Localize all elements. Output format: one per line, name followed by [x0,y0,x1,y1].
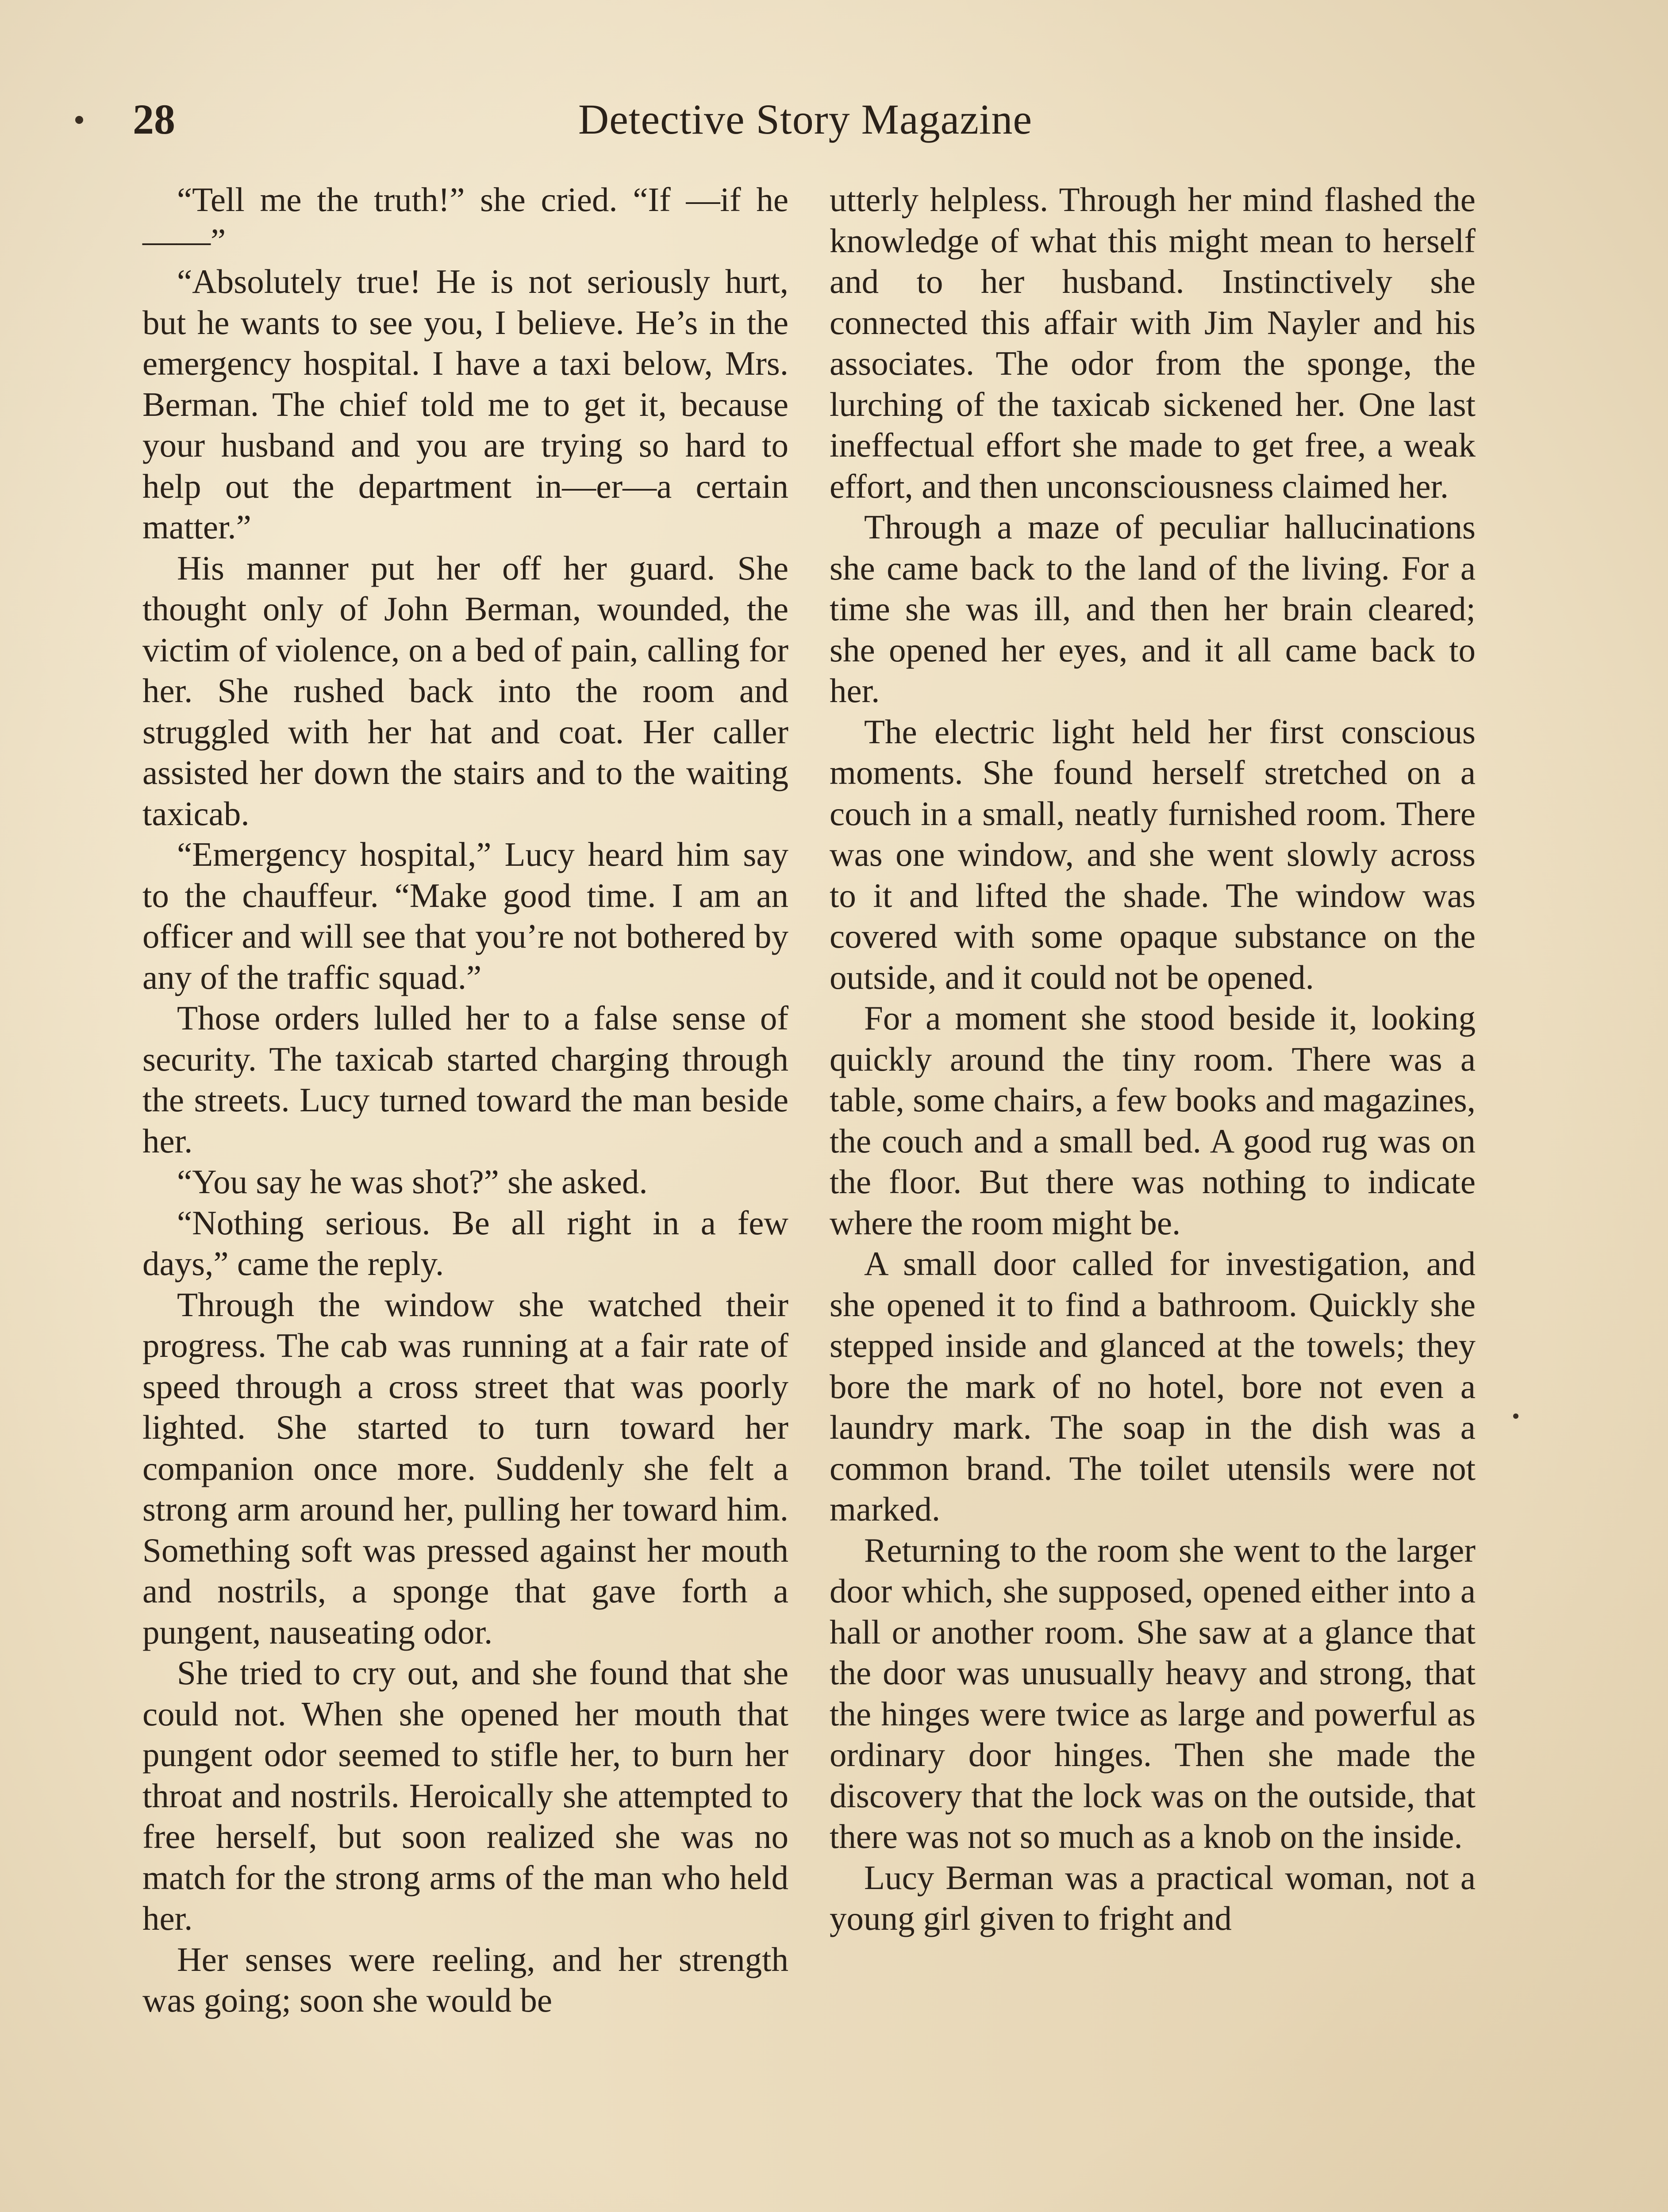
paragraph: The electric light held her first conscious moments. She found herself stretched on a couch in a small, neatly furnished room. There was one window, and she went slowly across to it and lifted the shade. The window was covered with some opaque substance on the outside, and it could not be opened. [830,712,1476,996]
paragraph: His manner put her off her guard. She thought only of John Berman, wounded, the victim of violence, on a bed of pain, calling for her. She rushed back into the room and struggled with her hat and coat. Her caller assisted her down the stairs and to the waiting taxicab. [142,549,788,833]
paragraph: For a moment she stood beside it, looking quickly around the tiny room. There was a table, some chairs, a few books and magazines, the couch and a small bed. A good rug was on the floor. But there was nothing to indicate where the room might be. [830,999,1476,1242]
ink-speck [1513,1413,1518,1419]
running-title: Detective Story Magazine [578,96,1033,143]
paragraph: “Absolutely true! He is not seriously hurt, but he wants to see you, I believe. He’s in the emergency hospital. I have a taxi below, Mrs. Berman. The chief told me to get it, because your husband and you are trying so hard to help out the department in—er—a certain matter.” [142,262,788,546]
left-column [142,179,788,2021]
paragraph: “Tell me the truth!” she cried. “If —if he——” [142,180,788,260]
paragraph: “You say he was shot?” she asked. [177,1163,648,1201]
paragraph: A small door called for investigation, and she opened it to find a bathroom. Quickly she stepped inside and glanced at the towels; they bore the mark of no hotel, bore not even a laundry mark. The soap in the dish was a common brand. The toilet utensils were not marked. [830,1244,1476,1528]
paragraph: “Emergency hospital,” Lucy heard him say to the chauffeur. “Make good time. I am an officer and will see that you’re not bothered by any of the traffic squad.” [142,835,788,996]
paragraph: “Nothing serious. Be all right in a few days,” came the reply. [142,1203,788,1283]
paragraph: She tried to cry out, and she found that she could not. When she opened her mouth that pungent odor seemed to stifle her, to burn her throat and nostrils. Heroically she attempted to free herself, but soon realized she was no match for the strong arms of the man who held her. [142,1654,788,1937]
paragraph-continued: utterly helpless. Through her mind flashed the knowledge of what this might mean to herself and to her husband. Instinctively she connected this affair with Jim Nayler and his associates. The odor from the sponge, the lurching of the taxicab sickened her. One last ineffectual effort she made to get free, a weak effort, and then unconsciousness claimed her. [830,180,1476,505]
paragraph: Through a maze of peculiar hallucinations she came back to the land of the living. For a time she was ill, and then her brain cleared; she opened her eyes, and it all came back to her. [830,508,1476,710]
paragraph: Those orders lulled her to a false sense of security. The taxicab started charging through the streets. Lucy turned toward the man beside her. [142,999,788,1160]
paragraph: Returning to the room she went to the larger door which, she supposed, opened either into a hall or another room. She saw at a glance that the door was unusually heavy and strong, that the hinges were twice as large and powerful as ordinary door hinges. Then she made the discovery that the lock was on the outside, that there was not so much as a knob on the inside. [830,1531,1476,1855]
right-column [830,179,1476,1939]
paragraph: Her senses were reeling, and her strength was going; soon she would be [142,1940,788,2019]
ink-speck [75,116,83,124]
paragraph: Through the window she watched their progress. The cab was running at a fair rate of speed through a cross street that was poorly lighted. She started to turn toward her companion once more. Suddenly she felt a strong arm around her, pulling her toward him. Something soft was pressed against her mouth and nostrils, a sponge that gave forth a pungent, nauseating odor. [142,1285,788,1651]
paragraph: Lucy Berman was a practical woman, not a young girl given to fright and [830,1858,1476,1937]
page-number: 28 [133,96,175,143]
